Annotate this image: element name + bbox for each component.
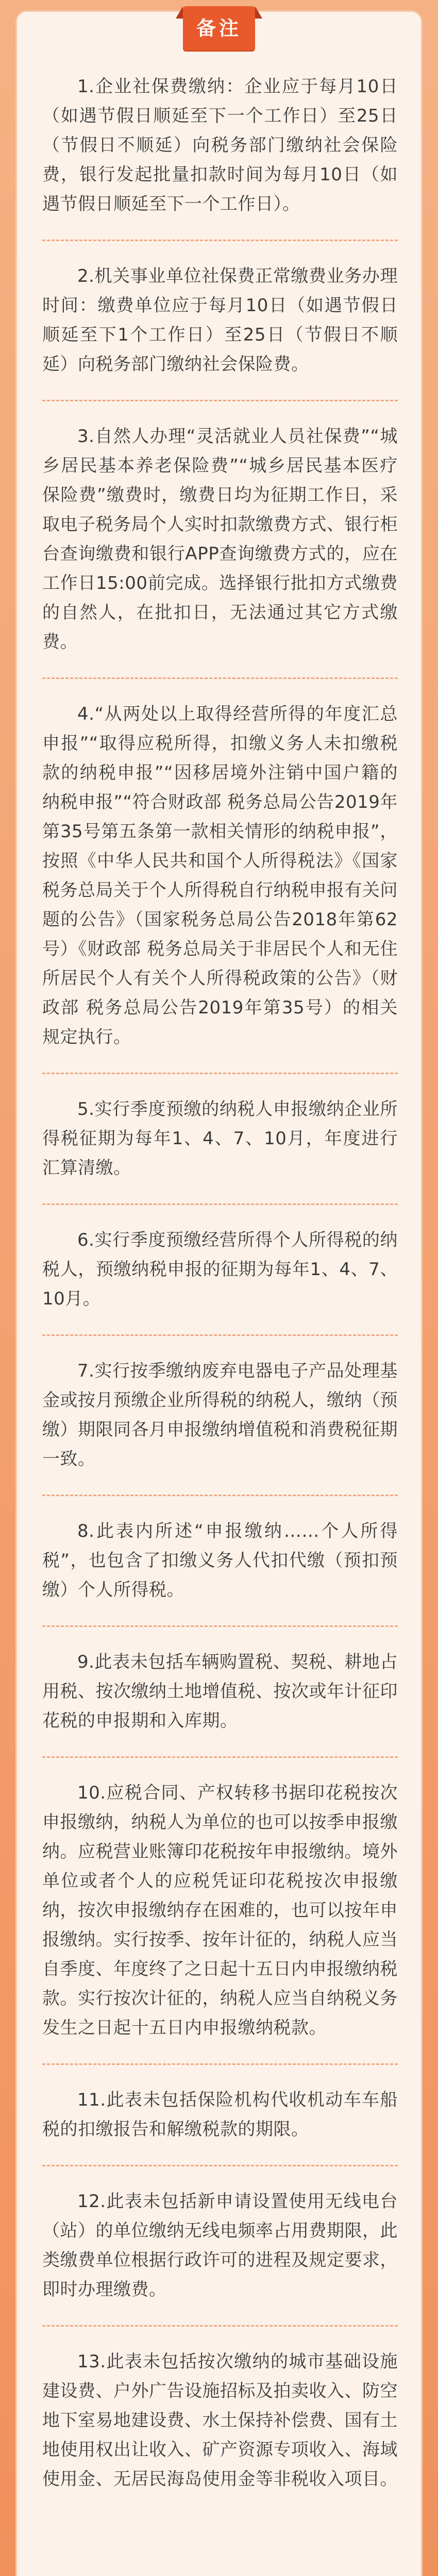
page-title: 备注 (196, 17, 242, 40)
note-item: 13.此表未包括按次缴纳的城市基础设施建设费、户外广告设施招标及拍卖收入、防空地下室易地建设费、水土保持补偿费、国有土地使用权出让收入、矿产资源专项收入、海域使用金、无居民海岛使用金等非税收入项目。 (42, 2351, 398, 2489)
note-item: 7.实行按季缴纳废弃电器电子产品处理基金或按月预缴企业所得税的纳税人，缴纳（预缴）期限同各月申报缴纳增值税和消费税征期一致。 (42, 1361, 398, 1469)
note-item: 2.机关事业单位社保费正常缴费业务办理时间：缴费单位应于每月10日（如遇节假日顺延至下1个工作日）至25日（节假日不顺延）向税务部门缴纳社会保险费。 (42, 266, 398, 375)
title-tab (183, 6, 255, 50)
divider (42, 2165, 398, 2166)
note-item: 4.“从两处以上取得经营所得的年度汇总申报”“取得应税所得，扣缴义务人未扣缴税款的纳税申报”“因移居境外注销中国户籍的纳税申报”“符合财政部 税务总局公告2019年第35号第五条第一款相关情形的纳税申报”，按照《中华人民共和国个人所得税法》《国家税务总局关于个人所得税自行纳税申报有关问题的公告》（国家税务总局公告2018年第62号）《财政部 税务总局关于非居民个人和无住所居民个人有关个人所得税政策的公告》（财政部 税务总局公告2019年第35号）的相关规定执行。 (42, 704, 398, 1047)
divider (42, 677, 398, 679)
note-item: 5.实行季度预缴的纳税人申报缴纳企业所得税征期为每年1、4、7、10月，年度进行汇算清缴。 (42, 1099, 398, 1178)
divider (42, 1756, 398, 1758)
divider (42, 2325, 398, 2327)
note-item: 12.此表未包括新申请设置使用无线电台（站）的单位缴纳无线电频率占用费期限，此类缴费单位根据行政许可的进程及规定要求，即时办理缴费。 (42, 2191, 398, 2300)
note-item: 1.企业社保费缴纳：企业应于每月10日（如遇节假日顺延至下一个工作日）至25日（节假日不顺延）向税务部门缴纳社会保险费，银行发起批量扣款时间为每月10日（如遇节假日顺延至下一个工作日）。 (42, 76, 398, 214)
divider (42, 1625, 398, 1627)
note-item: 9.此表未包括车辆购置税、契税、耕地占用税、按次缴纳土地增值税、按次或年计征印花税的申报期和入库期。 (42, 1652, 398, 1731)
note-item: 3.自然人办理“灵活就业人员社保费”“城乡居民基本养老保险费”“城乡居民基本医疗保险费”缴费时，缴费日均为征期工作日，采取电子税务局个人实时扣款缴费方式、银行柜台查询缴费和银行APP查询缴费方式的，应在工作日15:00前完成。选择银行批扣方式缴费的自然人，在批扣日，无法通过其它方式缴费。 (42, 426, 398, 652)
note-item: 11.此表未包括保险机构代收机动车车船税的扣缴报告和解缴税款的期限。 (42, 2090, 398, 2140)
divider (42, 1204, 398, 1205)
note-item: 6.实行季度预缴经营所得个人所得税的纳税人，预缴纳税申报的征期为每年1、4、7、10月。 (42, 1230, 398, 1309)
divider (42, 240, 398, 241)
divider (42, 1495, 398, 1496)
note-item: 10.应税合同、产权转移书据印花税按次申报缴纳，纳税人为单位的也可以按季申报缴纳。应税营业账簿印花税按年申报缴纳。境外单位或者个人的应税凭证印花税按次申报缴纳，按次申报缴纳存在困难的，也可以按年申报缴纳。实行按季、按年计征的，纳税人应当自季度、年度终了之日起十五日内申报缴纳税款。实行按次计征的，纳税人应当自纳税义务发生之日起十五日内申报缴纳税款。 (42, 1783, 398, 2038)
divider (42, 400, 398, 401)
divider (42, 2063, 398, 2065)
notes-list (42, 72, 398, 2494)
divider (42, 1334, 398, 1336)
divider (42, 1073, 398, 1074)
note-item: 8.此表内所述“申报缴纳……个人所得税”，也包含了扣缴义务人代扣代缴（预扣预缴）个人所得税。 (42, 1521, 398, 1600)
